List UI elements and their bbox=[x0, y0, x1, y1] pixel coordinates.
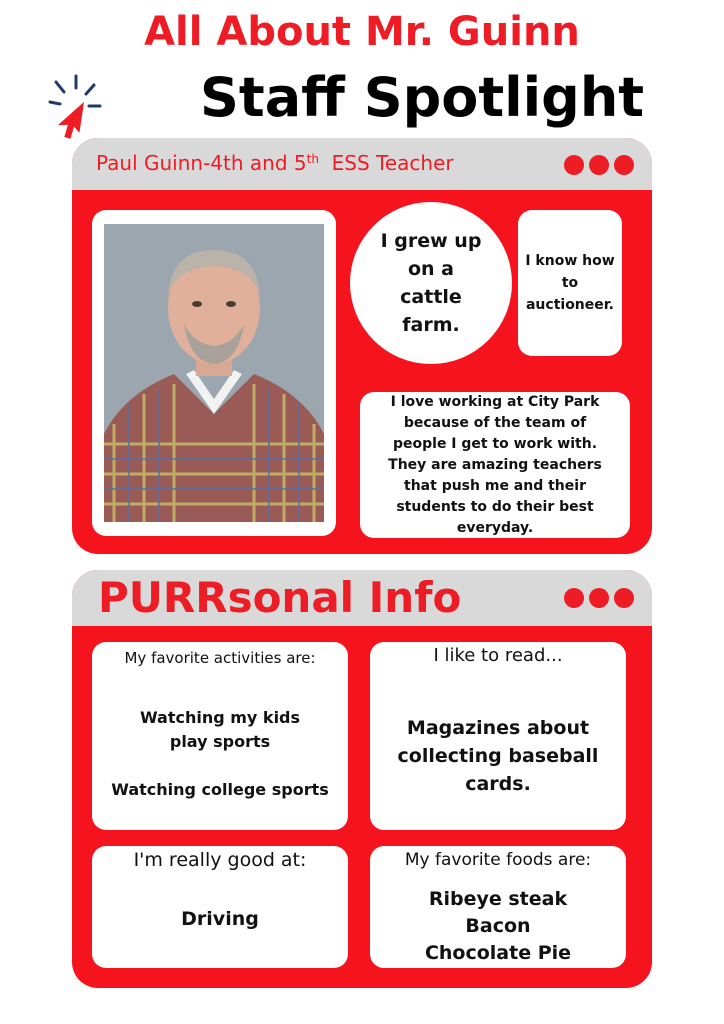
favorite-foods-label: My favorite foods are: bbox=[404, 850, 592, 870]
dot-icon bbox=[589, 155, 609, 175]
fact-city-park bbox=[360, 392, 630, 538]
dot-icon bbox=[564, 588, 584, 608]
favorite-activities-list bbox=[92, 706, 348, 802]
personal-info-card bbox=[72, 570, 652, 988]
fact-auctioneer-text: I know how to auctioneer. bbox=[525, 253, 615, 313]
teacher-name-tail: ESS Teacher bbox=[331, 151, 454, 175]
reading-label: I like to read... bbox=[433, 645, 563, 666]
personal-info-header bbox=[72, 570, 652, 626]
favorite-foods-box bbox=[370, 846, 626, 968]
activity-item: Watching college sports bbox=[111, 780, 329, 799]
good-at-label: I'm really good at: bbox=[133, 849, 307, 871]
food-item: Bacon bbox=[465, 915, 531, 937]
page-subtitle: Staff Spotlight bbox=[200, 66, 645, 129]
teacher-name-main: Paul Guinn-4th and 5 bbox=[96, 151, 307, 175]
fact-cattle-farm bbox=[350, 202, 512, 364]
dot-icon bbox=[614, 588, 634, 608]
good-at-box bbox=[92, 846, 348, 968]
fact-cattle-farm-text: I grew up on a cattle farm. bbox=[380, 230, 482, 336]
window-dots bbox=[564, 588, 634, 608]
food-item: Ribeye steak bbox=[428, 888, 568, 910]
activity-item: Watching my kids play sports bbox=[139, 708, 301, 751]
food-item: Chocolate Pie bbox=[424, 942, 572, 964]
fact-city-park-text: I love working at City Park because of the team of people I get to work with. They are amazing teachers that push me and their students to do their best everyday. bbox=[388, 393, 602, 536]
favorite-activities-box bbox=[92, 642, 348, 830]
profile-card-header bbox=[72, 138, 652, 190]
favorite-foods-list bbox=[370, 886, 626, 967]
reading-value: Magazines about collecting baseball cards. bbox=[397, 717, 599, 795]
good-at-value: Driving bbox=[181, 908, 259, 930]
section-heading: PURRsonal Info bbox=[98, 573, 462, 622]
dot-icon bbox=[589, 588, 609, 608]
teacher-photo bbox=[104, 224, 324, 522]
reading-box bbox=[370, 642, 626, 830]
teacher-name-sup: th bbox=[306, 152, 319, 166]
fact-auctioneer bbox=[518, 210, 622, 356]
window-dots bbox=[564, 155, 634, 175]
teacher-name bbox=[96, 150, 454, 176]
favorite-activities-label: My favorite activities are: bbox=[124, 649, 316, 667]
profile-card bbox=[72, 138, 652, 554]
page-title: All About Mr. Guinn bbox=[144, 9, 580, 55]
dot-icon bbox=[564, 155, 584, 175]
portrait-icon bbox=[104, 224, 324, 522]
photo-frame bbox=[92, 210, 336, 536]
dot-icon bbox=[614, 155, 634, 175]
